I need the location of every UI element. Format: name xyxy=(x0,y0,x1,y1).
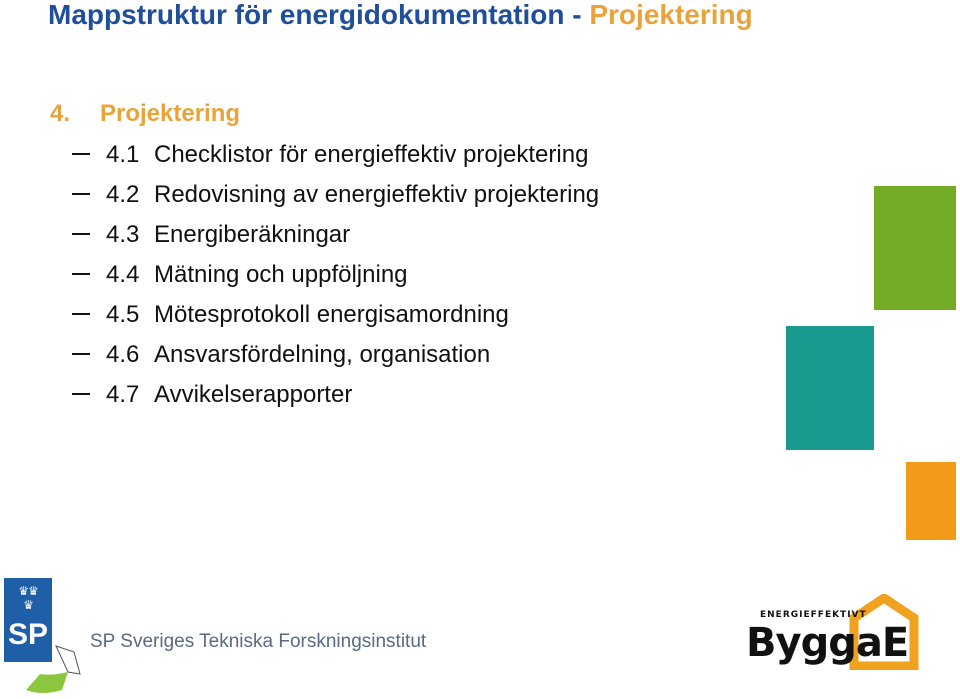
item-label: Redovisning av energieffektiv projektering xyxy=(154,181,600,208)
title-accent: Projektering xyxy=(589,0,753,30)
item-number: 4.7 xyxy=(106,381,140,408)
item-label: Ansvarsfördelning, organisation xyxy=(154,341,491,368)
dash-bullet xyxy=(72,153,90,155)
dash-bullet xyxy=(72,233,90,235)
dash-bullet xyxy=(72,353,90,355)
list-item xyxy=(72,378,599,418)
section-title: Projektering xyxy=(100,100,241,127)
bygga-wordmark: ByggaE xyxy=(746,620,909,666)
list-item xyxy=(72,218,599,258)
item-number: 4.2 xyxy=(106,181,140,208)
slide-title xyxy=(48,0,753,30)
title-main: Mappstruktur för energidokumentation - xyxy=(48,0,590,30)
item-number: 4.5 xyxy=(106,301,140,328)
sp-institute-name: SP Sveriges Tekniska Forskningsinstitut xyxy=(90,631,427,652)
list-item xyxy=(72,298,599,338)
item-number: 4.4 xyxy=(106,261,140,288)
dash-bullet xyxy=(72,273,90,275)
item-number: 4.3 xyxy=(106,221,140,248)
decor-square-orange xyxy=(906,462,956,540)
list-item xyxy=(72,138,599,178)
item-label: Energiberäkningar xyxy=(154,221,351,248)
three-crowns-icon: ♛♛ ♛ xyxy=(18,584,38,612)
bygga-tagline: ENERGIEFFEKTIVT xyxy=(760,610,867,620)
dash-bullet xyxy=(72,313,90,315)
decor-square-green xyxy=(874,186,956,310)
item-label: Mötesprotokoll energisamordning xyxy=(154,301,509,328)
sp-logo-text: SP xyxy=(7,618,49,651)
dash-bullet xyxy=(72,393,90,395)
item-label: Avvikelserapporter xyxy=(154,381,353,408)
list-item xyxy=(72,258,599,298)
dash-bullet xyxy=(72,193,90,195)
list-item xyxy=(72,178,599,218)
science-partner-seal xyxy=(22,640,86,696)
item-label: Mätning och uppföljning xyxy=(154,261,408,288)
list-item xyxy=(72,338,599,378)
item-label: Checklistor för energieffektiv projektering xyxy=(154,141,589,168)
item-number: 4.1 xyxy=(106,141,140,168)
section-number: 4. xyxy=(50,100,71,127)
subsection-list xyxy=(72,138,599,418)
decor-square-teal xyxy=(786,326,874,450)
item-number: 4.6 xyxy=(106,341,140,368)
section-heading xyxy=(50,100,240,128)
